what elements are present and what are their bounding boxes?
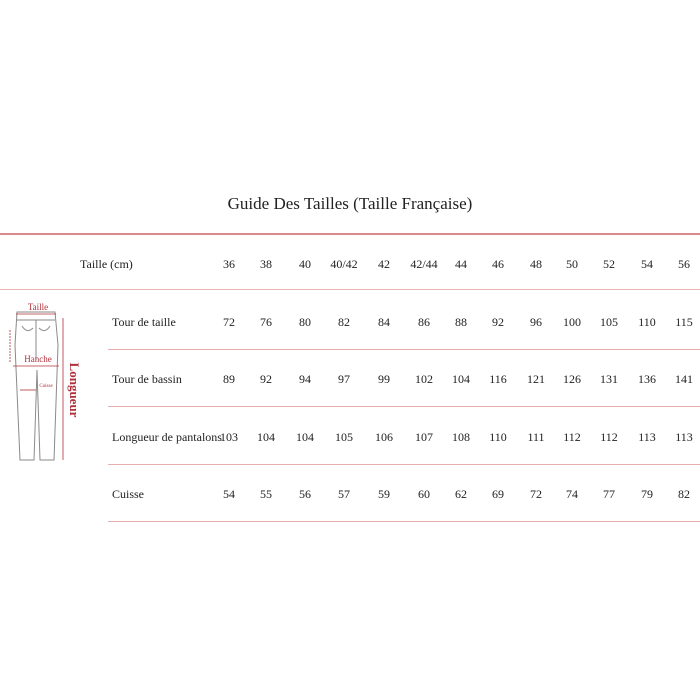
table-cell: 113 [675, 430, 693, 444]
table-cell: 103 [220, 430, 238, 444]
table-cell: 116 [489, 372, 507, 386]
table-cell: 100 [563, 315, 581, 329]
row-label: Tour de bassin [112, 372, 182, 386]
table-cell: 113 [638, 430, 656, 444]
header-size-cell: 40/42 [330, 257, 358, 271]
table-cell: 55 [260, 487, 272, 501]
table-cell: 102 [415, 372, 433, 386]
table-cell: 105 [600, 315, 618, 329]
row-label: Cuisse [112, 487, 145, 501]
header-size-cell: 42/44 [410, 257, 438, 271]
table-cell: 56 [299, 487, 311, 501]
table-cell: 88 [455, 315, 467, 329]
table-cell: 60 [418, 487, 430, 501]
table-cell: 82 [678, 487, 690, 501]
table-cell: 92 [260, 372, 272, 386]
table-cell: 111 [527, 430, 545, 444]
table-cell: 136 [638, 372, 656, 386]
row-divider [108, 521, 700, 522]
table-cell: 105 [335, 430, 353, 444]
table-cell: 79 [641, 487, 653, 501]
table-cell: 112 [563, 430, 581, 444]
table-cell: 107 [415, 430, 433, 444]
table-cell: 77 [603, 487, 615, 501]
table-cell: 110 [638, 315, 656, 329]
table-cell: 62 [455, 487, 467, 501]
table-cell: 94 [299, 372, 311, 386]
pants-diagram [0, 290, 90, 470]
table-cell: 108 [452, 430, 470, 444]
table-cell: 131 [600, 372, 618, 386]
header-size-cell: 48 [530, 257, 542, 271]
table-cell: 92 [492, 315, 504, 329]
page-title: Guide Des Tailles (Taille Française) [227, 194, 473, 213]
row-divider [108, 406, 700, 407]
header-size-cell: 56 [678, 257, 690, 271]
table-cell: 104 [257, 430, 275, 444]
table-cell: 115 [675, 315, 693, 329]
row-label: Longueur de pantalons [112, 430, 222, 444]
header-size-cell: 44 [455, 257, 467, 271]
table-cell: 84 [378, 315, 390, 329]
row-divider [108, 349, 700, 350]
table-cell: 82 [338, 315, 350, 329]
header-size-cell: 38 [260, 257, 272, 271]
table-cell: 104 [452, 372, 470, 386]
table-cell: 74 [566, 487, 578, 501]
header-size-cell: 52 [603, 257, 615, 271]
table-cell: 112 [600, 430, 618, 444]
header-size-label: Taille (cm) [80, 257, 133, 271]
table-cell: 104 [296, 430, 314, 444]
header-size-cell: 50 [566, 257, 578, 271]
figure-label-taille: Taille [27, 302, 49, 312]
table-cell: 141 [675, 372, 693, 386]
figure-label-hanche: Hanche [24, 354, 52, 364]
table-cell: 99 [378, 372, 390, 386]
table-cell: 110 [489, 430, 507, 444]
table-cell: 89 [223, 372, 235, 386]
figure-label-longueur: Longueur [67, 362, 82, 418]
table-cell: 121 [527, 372, 545, 386]
header-divider [0, 289, 700, 290]
title-divider [0, 233, 700, 235]
table-cell: 86 [418, 315, 430, 329]
table-cell: 72 [530, 487, 542, 501]
header-size-cell: 42 [378, 257, 390, 271]
row-label: Tour de taille [112, 315, 176, 329]
header-size-cell: 46 [492, 257, 504, 271]
table-cell: 80 [299, 315, 311, 329]
header-size-cell: 36 [223, 257, 235, 271]
table-cell: 69 [492, 487, 504, 501]
table-cell: 54 [223, 487, 235, 501]
table-cell: 96 [530, 315, 542, 329]
row-divider [108, 464, 700, 465]
figure-label-cuisse: Cuisse [39, 384, 53, 389]
table-cell: 126 [563, 372, 581, 386]
table-cell: 59 [378, 487, 390, 501]
table-cell: 106 [375, 430, 393, 444]
table-cell: 76 [260, 315, 272, 329]
table-cell: 72 [223, 315, 235, 329]
table-cell: 57 [338, 487, 350, 501]
header-size-cell: 40 [299, 257, 311, 271]
header-size-cell: 54 [641, 257, 653, 271]
table-cell: 97 [338, 372, 350, 386]
